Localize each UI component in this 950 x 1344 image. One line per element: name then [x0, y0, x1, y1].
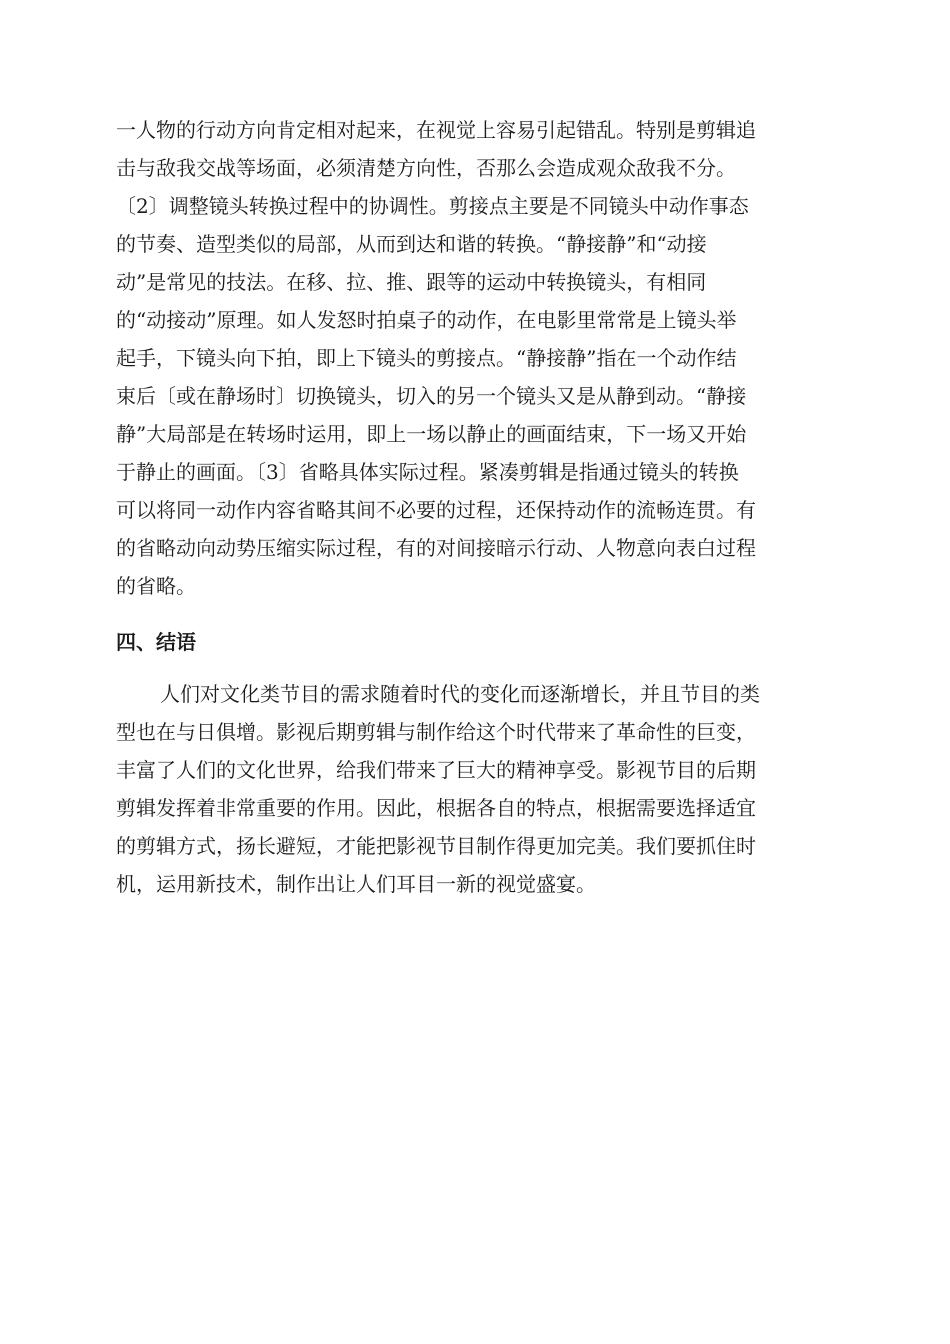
conclusion-text-line: 人们对文化类节目的需求随着时代的变化而逐渐增长，并且节目的类	[160, 682, 760, 706]
conclusion-text-line: 机，运用新技术，制作出让人们耳目一新的视觉盛宴。	[116, 872, 596, 896]
body-text-line: 动”是常见的技法。在移、拉、推、跟等的运动中转换镜头，有相同	[116, 270, 707, 294]
conclusion-text-line: 型也在与日俱增。影视后期剪辑与制作给这个时代带来了革命性的巨变，	[116, 720, 756, 744]
conclusion-text-line: 的剪辑方式，扬长避短，才能把影视节目制作得更加完美。我们要抓住时	[116, 834, 756, 858]
body-text-line: 束后〔或在静场时〕切换镜头，切入的另一个镜头又是从静到动。“静接	[116, 384, 747, 408]
body-text-line: 的节奏、造型类似的局部，从而到达和谐的转换。“静接静”和“动接	[116, 232, 707, 256]
body-text-line: 〔2〕调整镜头转换过程中的协调性。剪接点主要是不同镜头中动作事态	[116, 194, 749, 218]
body-text-line: 起手，下镜头向下拍，即上下镜头的剪接点。“静接静”指在一个动作结	[116, 346, 737, 370]
conclusion-text-line: 剪辑发挥着非常重要的作用。因此，根据各自的特点，根据需要选择适宜	[116, 796, 756, 820]
body-text-line: 静”大局部是在转场时运用，即上一场以静止的画面结束，下一场又开始	[116, 422, 747, 446]
body-text-line: 的“动接动”原理。如人发怒时拍桌子的动作，在电影里常常是上镜头举	[116, 308, 737, 332]
body-text-line: 的省略动向动势压缩实际过程，有的对间接暗示行动、人物意向表白过程	[116, 536, 756, 560]
body-text-line: 一人物的行动方向肯定相对起来，在视觉上容易引起错乱。特别是剪辑追	[116, 118, 756, 142]
body-text-line: 的省略。	[116, 574, 196, 598]
section-heading: 四、结语	[116, 630, 196, 654]
body-text-line: 于静止的画面。〔3〕省略具体实际过程。紧凑剪辑是指通过镜头的转换	[116, 460, 739, 484]
body-text-line: 击与敌我交战等场面，必须清楚方向性，否那么会造成观众敌我不分。	[116, 156, 736, 180]
body-text-line: 可以将同一动作内容省略其间不必要的过程，还保持动作的流畅连贯。有	[116, 498, 756, 522]
conclusion-text-line: 丰富了人们的文化世界，给我们带来了巨大的精神享受。影视节目的后期	[116, 758, 756, 782]
